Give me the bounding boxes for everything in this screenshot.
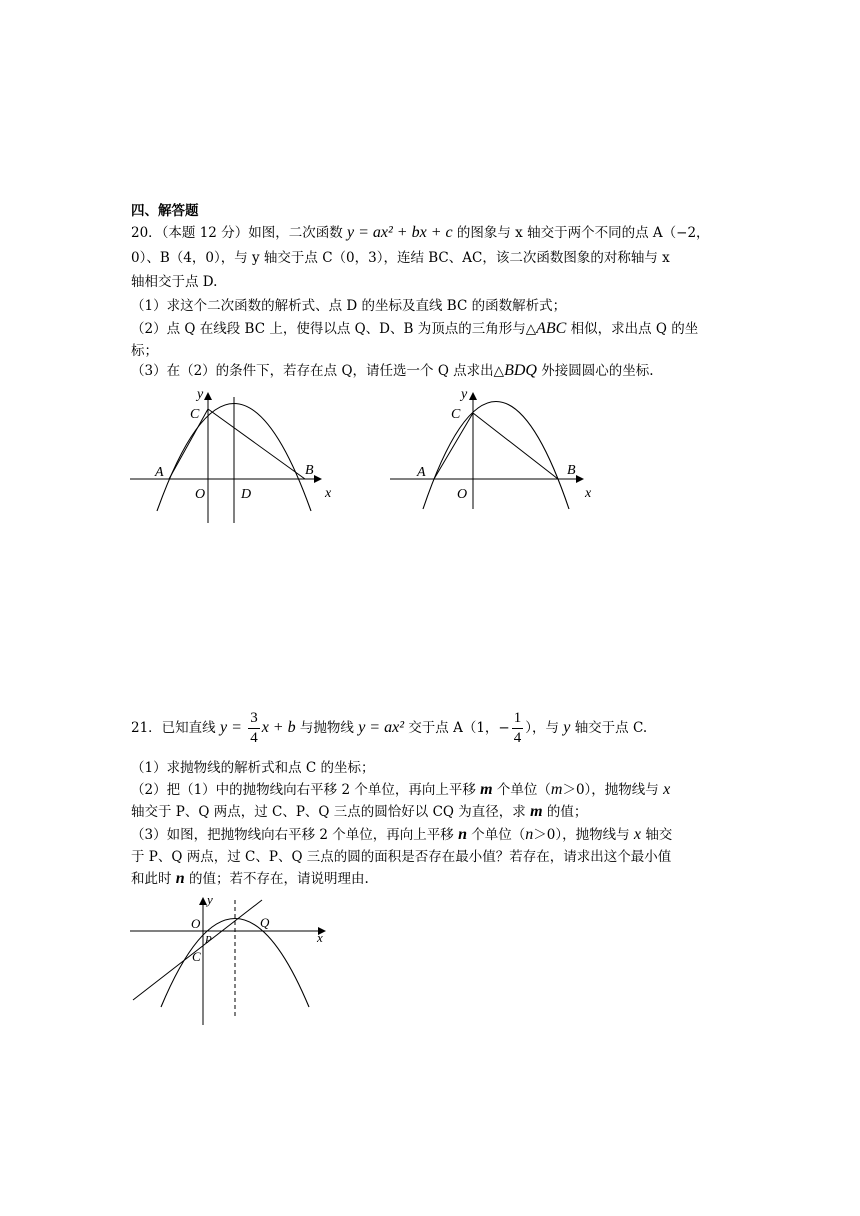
figure-3 <box>125 895 340 1030</box>
var-m: m <box>480 781 493 798</box>
var-n-cond: n <box>525 826 534 843</box>
line-bc <box>208 409 305 479</box>
q20-part2-text: （2）点 Q 在线段 BC 上，使得以点 Q、D、B 为顶点的三角形与△ <box>131 321 537 337</box>
q20-intro: 20．（本题 12 分）如图，二次函数 <box>131 225 343 241</box>
q20-part3 <box>131 359 654 380</box>
minus-sign: − <box>498 720 510 736</box>
q20-intro-b: 的图象与 x 轴交于两个不同的点 A（−2， <box>456 225 710 241</box>
var-n: n <box>458 826 467 843</box>
section-title: 四、解答题 <box>131 203 199 219</box>
label-o: O <box>191 916 201 931</box>
q21-part2-text: （2）把（1）中的抛物线向右平移 2 个单位，再向上平移 <box>131 782 476 798</box>
q21-part3-text-d: 轴交 <box>645 827 673 843</box>
label-q: Q <box>260 915 270 930</box>
q21-part2-line2-text-b: 的值； <box>546 804 588 820</box>
q21-intro-b: 与抛物线 <box>299 720 354 736</box>
q20-line1 <box>131 221 710 242</box>
q21-part1: （1）求抛物线的解析式和点 C 的坐标； <box>131 760 375 776</box>
label-d: D <box>241 487 252 502</box>
frac-num: 3 <box>248 711 260 729</box>
var-y: y <box>563 719 571 736</box>
var-x: x <box>663 781 671 798</box>
q21-part3-line3-text-b: 的值；若不存在，请说明理由. <box>189 871 369 887</box>
figure-2 <box>385 385 600 515</box>
q21-part3-line3 <box>131 867 369 888</box>
figure-1 <box>125 385 340 530</box>
label-a: A <box>417 465 426 480</box>
frac-den: 4 <box>250 730 258 746</box>
q21-line-xb: x + b <box>261 719 296 736</box>
label-o: O <box>195 487 206 502</box>
label-a: A <box>155 465 164 480</box>
q20-line2: 0）、B（4，0），与 y 轴交于点 C（0，3），连结 BC、AC，该二次函数图象的对称轴与 x <box>131 250 670 266</box>
label-c: C <box>451 407 461 422</box>
frac2-den: 4 <box>513 730 522 746</box>
q21-line-y: y = <box>219 719 242 736</box>
q21-part2-line1 <box>131 778 670 799</box>
q21-intro: 21．已知直线 <box>131 720 216 736</box>
label-b: B <box>567 463 576 478</box>
line-ac <box>434 413 473 479</box>
q21-part3-line1 <box>131 823 672 844</box>
q21-line1 <box>131 707 647 749</box>
q21-part3-text: （3）如图，把抛物线向右平移 2 个单位，再向上平移 <box>131 827 454 843</box>
q21-intro-d: ），与 <box>525 720 559 736</box>
q20-part3-text: （3）在（2）的条件下，若存在点 Q，请任选一个 Q 点求出△ <box>131 363 505 379</box>
q20-line3: 轴相交于点 D. <box>131 274 218 290</box>
label-b: B <box>305 463 314 478</box>
label-c: C <box>190 407 200 422</box>
line-ac <box>169 409 208 479</box>
q20-part2-text-b: 相似，求出点 Q 的坐 <box>566 321 699 337</box>
label-x: x <box>317 930 323 945</box>
q20-part2-cont: 标； <box>131 343 158 359</box>
label-x: x <box>585 486 592 501</box>
fraction-3-4 <box>248 711 260 746</box>
label-y: y <box>461 387 468 402</box>
fraction-1-4 <box>512 711 524 746</box>
var-x2: x <box>633 826 642 843</box>
q20-part1: （1）求这个二次函数的解析式、点 D 的坐标及直线 BC 的函数解析式； <box>131 298 567 314</box>
q21-parabola-formula: y = ax² <box>358 719 404 736</box>
label-p: P <box>205 934 212 946</box>
q21-intro-c: 交于点 A（1， <box>408 720 499 736</box>
label-c: C <box>192 949 201 964</box>
q21-part2-text-b: 个单位（ <box>496 782 551 798</box>
q21-part2-line2 <box>131 800 587 821</box>
q20-formula: y = ax² + bx + c <box>347 224 453 241</box>
label-x: x <box>325 486 332 501</box>
label-y: y <box>207 895 213 907</box>
parabola <box>423 402 569 510</box>
q21-part2-text-c: ＞0），抛物线与 <box>562 782 659 798</box>
triangle-bdq: BDQ <box>504 362 537 379</box>
q21-intro-e: 轴交于点 C. <box>574 720 648 736</box>
q21-part3-line2: 于 P、Q 两点，过 C、P、Q 三点的圆的面积是否存在最小值？若存在，请求出这个最小值 <box>131 849 672 865</box>
frac2-num: 1 <box>512 711 524 729</box>
var-m-cond: m <box>550 781 563 798</box>
var-m2: m <box>530 803 543 820</box>
label-o: O <box>457 487 468 502</box>
line-bc <box>473 413 558 479</box>
q20-part3-text-b: 外接圆圆心的坐标. <box>536 363 654 379</box>
var-n2: n <box>175 870 185 887</box>
q20-part2 <box>131 317 698 338</box>
label-y: y <box>197 387 204 402</box>
q21-part3-text-c: ＞0），抛物线与 <box>533 827 630 843</box>
q21-part3-line3-text: 和此时 <box>131 871 172 887</box>
q21-part3-text-b: 个单位（ <box>471 827 526 843</box>
q21-part2-line2-text: 轴交于 P、Q 两点，过 C、P、Q 三点的圆恰好以 CQ 为直径，求 <box>131 804 526 820</box>
triangle-abc: ABC <box>536 320 567 337</box>
